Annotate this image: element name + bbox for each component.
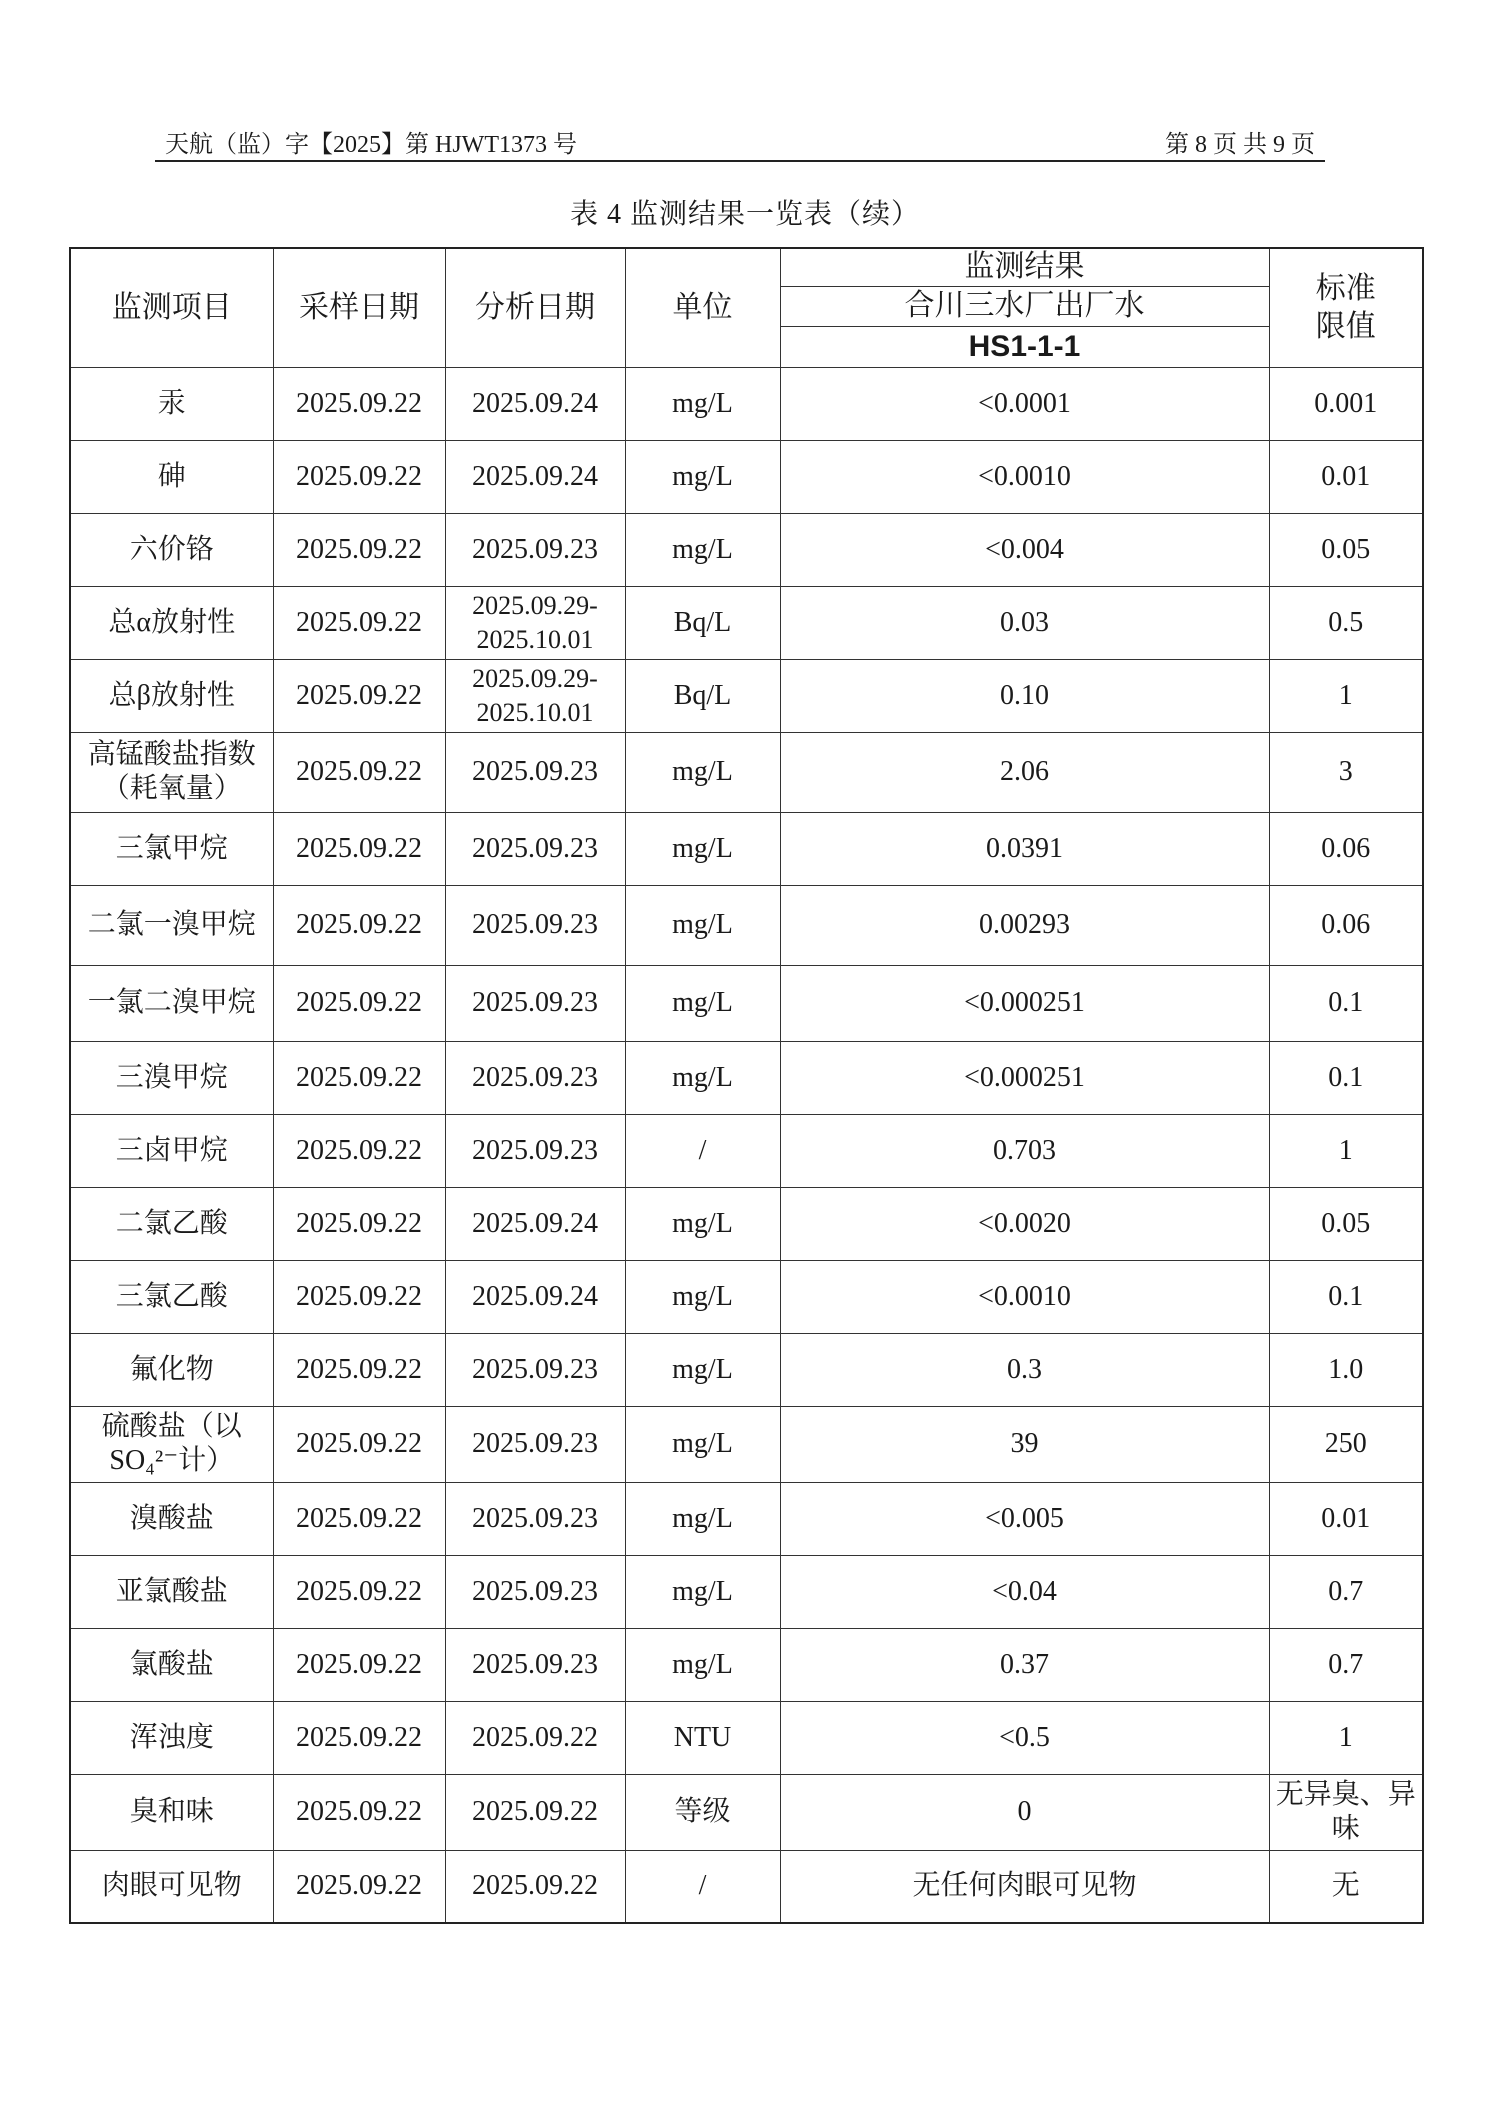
cell-sample-date: 2025.09.22 [273,1187,445,1260]
table-row [70,812,1423,885]
cell-result: <0.000251 [780,1041,1269,1114]
cell-analysis-date: 2025.09.23 [445,1333,625,1406]
col-analysis-date: 分析日期 [445,248,625,367]
cell-limit: 0.001 [1269,367,1423,440]
cell-item: 臭和味 [70,1774,273,1850]
table-row [70,1850,1423,1923]
table-row [70,586,1423,659]
cell-limit: 无 [1269,1850,1423,1923]
table-row [70,440,1423,513]
cell-item: 二氯乙酸 [70,1187,273,1260]
cell-sample-date: 2025.09.22 [273,812,445,885]
table-row [70,367,1423,440]
cell-result: 0 [780,1774,1269,1850]
cell-sample-date: 2025.09.22 [273,1406,445,1482]
cell-limit: 0.1 [1269,1260,1423,1333]
cell-item: 高锰酸盐指数（耗氧量） [70,732,273,812]
cell-result: 0.0391 [780,812,1269,885]
cell-unit: mg/L [625,1628,780,1701]
table-row [70,1555,1423,1628]
cell-sample-date: 2025.09.22 [273,1333,445,1406]
cell-limit: 0.06 [1269,812,1423,885]
cell-analysis-date: 2025.09.23 [445,1114,625,1187]
cell-sample-date: 2025.09.22 [273,1555,445,1628]
cell-result: <0.04 [780,1555,1269,1628]
cell-item: 三氯甲烷 [70,812,273,885]
cell-analysis-date: 2025.09.23 [445,1482,625,1555]
cell-analysis-date: 2025.09.24 [445,440,625,513]
cell-item: 氯酸盐 [70,1628,273,1701]
cell-unit: mg/L [625,885,780,965]
cell-item: 总β放射性 [70,659,273,732]
cell-sample-date: 2025.09.22 [273,1482,445,1555]
cell-analysis-date: 2025.09.22 [445,1701,625,1774]
cell-sample-date: 2025.09.22 [273,965,445,1041]
table-row [70,513,1423,586]
cell-sample-date: 2025.09.22 [273,1774,445,1850]
cell-unit: / [625,1114,780,1187]
cell-item: 二氯一溴甲烷 [70,885,273,965]
cell-unit: mg/L [625,1406,780,1482]
cell-limit: 1.0 [1269,1333,1423,1406]
cell-limit: 0.7 [1269,1555,1423,1628]
cell-item: 汞 [70,367,273,440]
cell-limit: 1 [1269,659,1423,732]
table-row [70,1482,1423,1555]
cell-unit: mg/L [625,1041,780,1114]
cell-unit: mg/L [625,1555,780,1628]
cell-item: 砷 [70,440,273,513]
cell-limit: 0.5 [1269,586,1423,659]
cell-sample-date: 2025.09.22 [273,367,445,440]
col-sample-date: 采样日期 [273,248,445,367]
cell-sample-date: 2025.09.22 [273,1041,445,1114]
table-row [70,1187,1423,1260]
cell-sample-date: 2025.09.22 [273,1114,445,1187]
cell-limit: 0.05 [1269,1187,1423,1260]
cell-result: 0.703 [780,1114,1269,1187]
cell-analysis-date: 2025.09.23 [445,1406,625,1482]
cell-limit: 1 [1269,1701,1423,1774]
table-row [70,1774,1423,1850]
cell-result: 0.10 [780,659,1269,732]
table-row [70,885,1423,965]
table-row [70,1041,1423,1114]
cell-sample-date: 2025.09.22 [273,1850,445,1923]
cell-unit: mg/L [625,367,780,440]
cell-unit: NTU [625,1701,780,1774]
cell-result: 0.3 [780,1333,1269,1406]
cell-unit: mg/L [625,513,780,586]
cell-unit: / [625,1850,780,1923]
col-result: 监测结果 [780,248,1269,286]
cell-result: <0.005 [780,1482,1269,1555]
cell-result: <0.5 [780,1701,1269,1774]
table-row [70,1701,1423,1774]
cell-result: <0.0010 [780,440,1269,513]
cell-analysis-date: 2025.09.24 [445,367,625,440]
cell-analysis-date: 2025.09.29-2025.10.01 [445,586,625,659]
cell-unit: Bq/L [625,586,780,659]
cell-result: <0.000251 [780,965,1269,1041]
cell-sample-date: 2025.09.22 [273,513,445,586]
cell-result: <0.0020 [780,1187,1269,1260]
cell-limit: 0.06 [1269,885,1423,965]
table-caption: 表 4 监测结果一览表（续） [569,199,920,230]
cell-item: 三溴甲烷 [70,1041,273,1114]
cell-analysis-date: 2025.09.23 [445,513,625,586]
cell-unit: mg/L [625,1187,780,1260]
cell-limit: 1 [1269,1114,1423,1187]
cell-limit: 0.05 [1269,513,1423,586]
cell-unit: mg/L [625,1333,780,1406]
cell-item: 三卤甲烷 [70,1114,273,1187]
cell-limit: 无异臭、异味 [1269,1774,1423,1850]
table-row [70,1628,1423,1701]
cell-item: 六价铬 [70,513,273,586]
cell-sample-date: 2025.09.22 [273,1628,445,1701]
cell-result: 0.03 [780,586,1269,659]
table-row [70,1114,1423,1187]
cell-item: 肉眼可见物 [70,1850,273,1923]
cell-result: 无任何肉眼可见物 [780,1850,1269,1923]
table-row [70,732,1423,812]
cell-sample-date: 2025.09.22 [273,1260,445,1333]
cell-analysis-date: 2025.09.22 [445,1774,625,1850]
cell-result: 2.06 [780,732,1269,812]
cell-limit: 0.01 [1269,1482,1423,1555]
cell-item: 三氯乙酸 [70,1260,273,1333]
col-site: 合川三水厂出厂水 [780,286,1269,326]
cell-unit: Bq/L [625,659,780,732]
cell-item: 一氯二溴甲烷 [70,965,273,1041]
cell-unit: mg/L [625,732,780,812]
cell-result: <0.0010 [780,1260,1269,1333]
cell-sample-date: 2025.09.22 [273,732,445,812]
cell-result: 0.00293 [780,885,1269,965]
cell-analysis-date: 2025.09.23 [445,732,625,812]
cell-analysis-date: 2025.09.23 [445,812,625,885]
page-info: 第 8 页 共 9 页 [1165,132,1315,158]
table-row [70,659,1423,732]
page-header [155,124,1325,162]
cell-item: 浑浊度 [70,1701,273,1774]
cell-limit: 0.01 [1269,440,1423,513]
cell-item: 总α放射性 [70,586,273,659]
cell-unit: mg/L [625,1260,780,1333]
cell-analysis-date: 2025.09.29-2025.10.01 [445,659,625,732]
cell-limit: 0.1 [1269,965,1423,1041]
cell-analysis-date: 2025.09.23 [445,1041,625,1114]
cell-unit: mg/L [625,965,780,1041]
col-limit [1269,248,1423,367]
col-limit-label: 标准限值 [1315,271,1376,343]
cell-item: 溴酸盐 [70,1482,273,1555]
cell-item: 硫酸盐（以SO₄²⁻计） [70,1406,273,1482]
cell-sample-date: 2025.09.22 [273,586,445,659]
results-table [69,247,1424,1924]
cell-item: 氟化物 [70,1333,273,1406]
cell-analysis-date: 2025.09.24 [445,1187,625,1260]
cell-analysis-date: 2025.09.22 [445,1850,625,1923]
col-item: 监测项目 [70,248,273,367]
cell-item: 亚氯酸盐 [70,1555,273,1628]
cell-sample-date: 2025.09.22 [273,1701,445,1774]
cell-analysis-date: 2025.09.23 [445,1628,625,1701]
cell-sample-date: 2025.09.22 [273,440,445,513]
cell-result: <0.0001 [780,367,1269,440]
table-row [70,965,1423,1041]
cell-unit: mg/L [625,440,780,513]
cell-analysis-date: 2025.09.23 [445,1555,625,1628]
cell-sample-date: 2025.09.22 [273,885,445,965]
document-number: 天航（监）字【2025】第 HJWT1373 号 [165,132,577,158]
cell-analysis-date: 2025.09.24 [445,1260,625,1333]
cell-unit: mg/L [625,812,780,885]
cell-sample-date: 2025.09.22 [273,659,445,732]
cell-limit: 0.1 [1269,1041,1423,1114]
cell-unit: mg/L [625,1482,780,1555]
col-sample-id: HS1-1-1 [780,326,1269,367]
table-row [70,1333,1423,1406]
cell-limit: 250 [1269,1406,1423,1482]
cell-result: 39 [780,1406,1269,1482]
cell-limit: 3 [1269,732,1423,812]
col-unit: 单位 [625,248,780,367]
cell-result: <0.004 [780,513,1269,586]
cell-analysis-date: 2025.09.23 [445,885,625,965]
cell-analysis-date: 2025.09.23 [445,965,625,1041]
table-row [70,1260,1423,1333]
cell-result: 0.37 [780,1628,1269,1701]
cell-unit: 等级 [625,1774,780,1850]
cell-limit: 0.7 [1269,1628,1423,1701]
table-row [70,1406,1423,1482]
